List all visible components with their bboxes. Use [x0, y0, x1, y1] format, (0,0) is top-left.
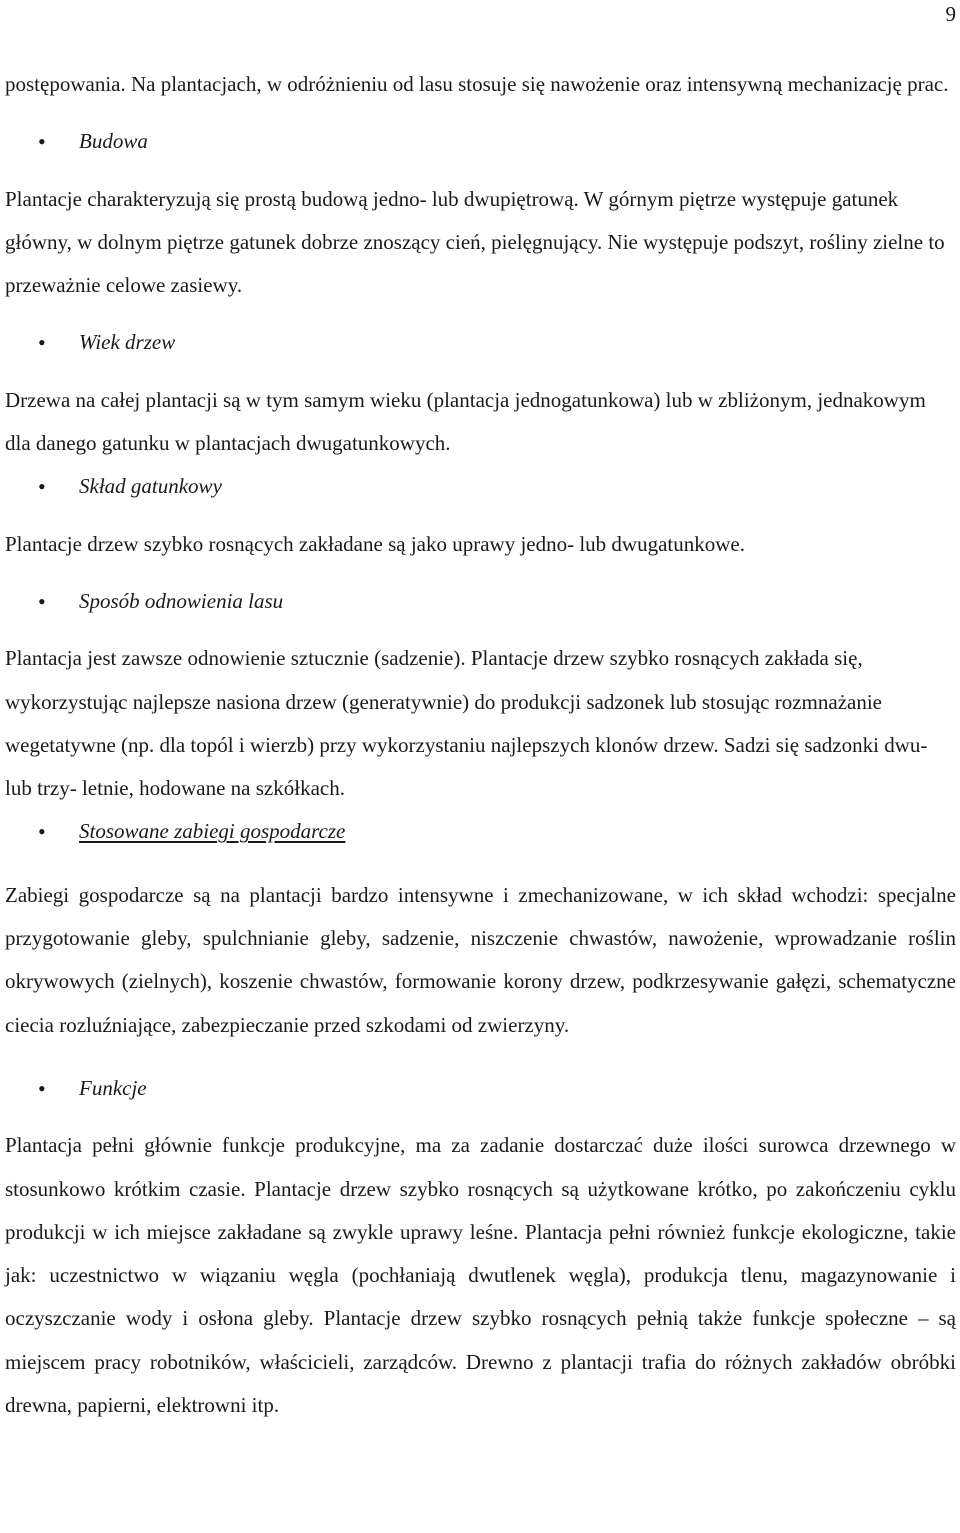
page-number: 9 — [945, 2, 956, 26]
paragraph-budowa: Plantacje charakteryzują się prostą budową jedno- lub dwupiętrową. W górnym piętrze występuje gatunek główny, w dolnym piętrze gatunek dobrze znoszący cień, pielęgnujący. Nie występuje podszyt, rośliny zielne to przeważnie celowe zasiewy. — [5, 186, 945, 298]
heading-text: Skład gatunkowy — [79, 474, 222, 499]
section-heading-sposob-odnowienia — [5, 580, 956, 623]
heading-text: Budowa — [79, 129, 148, 154]
document-body — [5, 63, 956, 1427]
paragraph-intro: postępowania. Na plantacjach, w odróżnieniu od lasu stosuje się nawożenie oraz intensywną mechanizację prac. — [5, 72, 949, 96]
heading-text: Sposób odnowienia lasu — [79, 588, 284, 613]
paragraph-zabiegi: Zabiegi gospodarcze są na plantacji bardzo intensywne i zmechanizowane, w ich skład wchodzi: specjalne przygotowanie gleby, spulchnianie gleby, sadzenie, niszczenie chwastów, nawożenie, wprowadzanie roślin okrywowych (zielnych), koszenie chwastów, formowanie korony drzew, podkrzesywanie gałęzi, schematyczne ciecia rozluźniające, zabezpieczanie przed szkodami od zwierzyny. — [5, 882, 956, 1037]
bullet-icon: • — [38, 1075, 46, 1101]
bullet-icon: • — [38, 819, 46, 845]
bullet-icon: • — [38, 588, 46, 614]
bullet-icon: • — [38, 129, 46, 155]
section-heading-zabiegi — [5, 810, 956, 853]
heading-text: Wiek drzew — [79, 330, 176, 355]
section-heading-sklad-gatunkowy — [5, 465, 956, 508]
section-heading-wiek-drzew — [5, 321, 956, 364]
paragraph-sklad-gatunkowy: Plantacje drzew szybko rosnących zakładane są jako uprawy jedno- lub dwugatunkowe. — [5, 531, 745, 556]
paragraph-sposob-odnowienia: Plantacja jest zawsze odnowienie sztucznie (sadzenie). Plantacje drzew szybko rosnących zakłada się, wykorzystując najlepsze nasiona drzew (generatywnie) do produkcji sadzonek lub stosując rozmnażanie wegetatywne (np. dla topól i wierzb) przy wykorzystaniu najlepszych klonów drzew. Sadzi się sadzonki dwu- lub trzy- letnie, hodowane na szkółkach. — [5, 646, 928, 801]
section-heading-budowa — [5, 120, 956, 163]
bullet-icon: • — [38, 330, 46, 356]
heading-text: Stosowane zabiegi gospodarcze — [79, 819, 346, 844]
section-heading-funkcje — [5, 1067, 956, 1110]
paragraph-funkcje: Plantacja pełni głównie funkcje produkcyjne, ma za zadanie dostarczać duże ilości surowca drzewnego w stosunkowo krótkim czasie. Plantacje drzew szybko rosnących są użytkowane krótko, po zakończeniu cyklu produkcji w ich miejsce zakładane są zwykle uprawy leśne. Plantacja pełni również funkcje ekologiczne, takie jak: uczestnictwo w wiązaniu węgla (pochłaniają dwutlenek węgla), produkcja tlenu, magazynowanie i oczyszczanie wody i osłona gleby. Plantacje drzew szybko rosnących pełnią także funkcje społeczne – są miejscem pracy robotników, właścicieli, zarządców. Drewno z plantacji trafia do różnych zakładów obróbki drewna, papierni, elektrowni itp. — [5, 1133, 956, 1418]
bullet-icon: • — [38, 474, 46, 500]
heading-text: Funkcje — [79, 1075, 147, 1100]
paragraph-wiek-drzew: Drzewa na całej plantacji są w tym samym wieku (plantacja jednogatunkowa) lub w zbliżonym, jednakowym dla danego gatunku w plantacjach dwugatunkowych. — [5, 387, 926, 456]
